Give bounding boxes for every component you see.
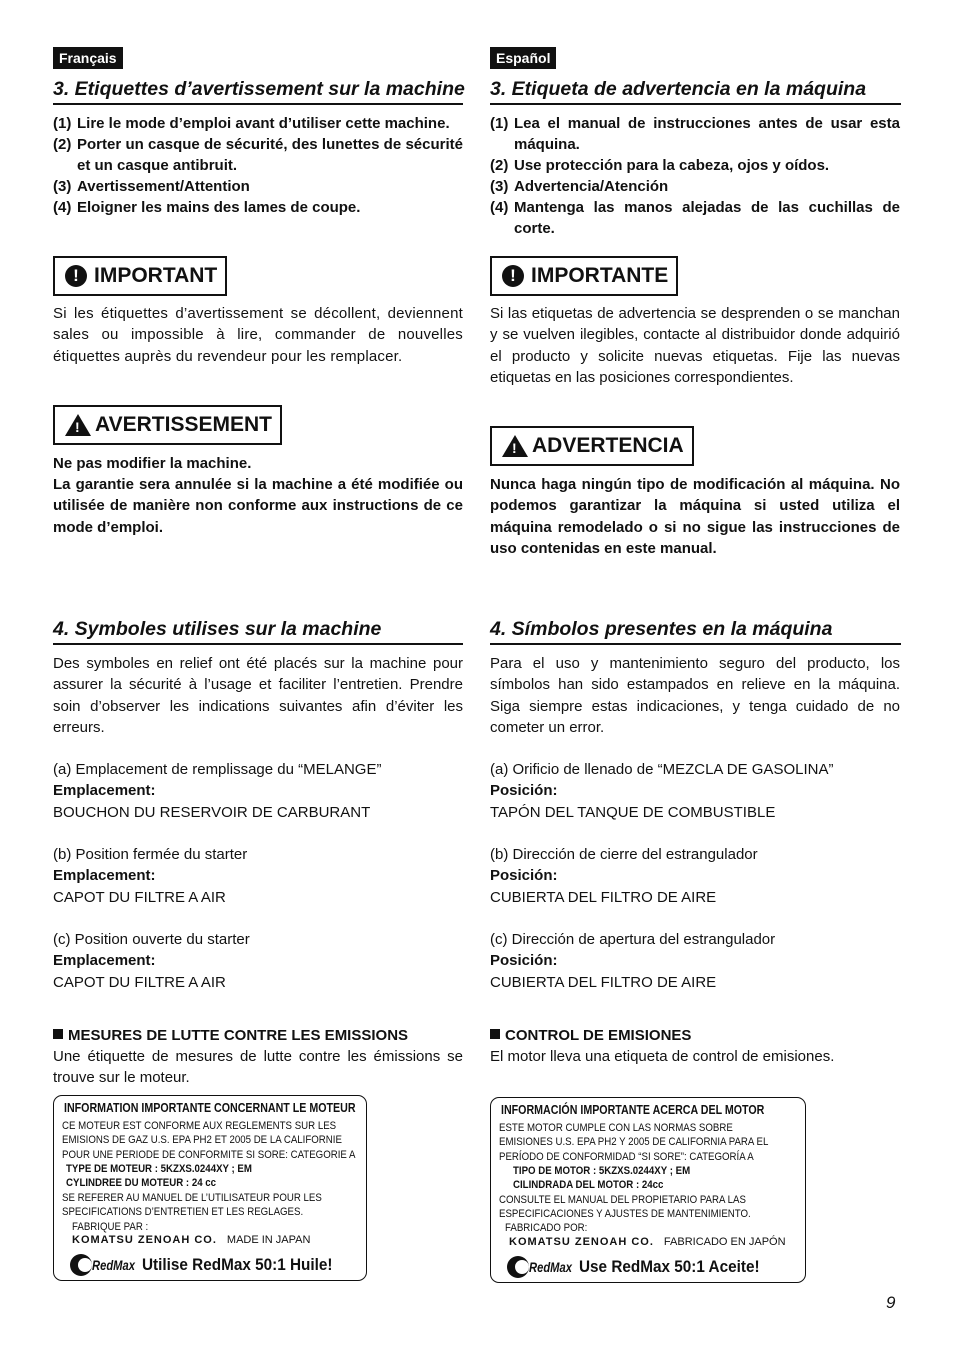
warning-text: La garantie sera annulée si la machine a été modifiée ou utilisée de manière non conforme aux instructions de ce mode d’emploi. xyxy=(53,476,463,536)
oil-instruction: Use RedMax 50:1 Aceite! xyxy=(578,1257,760,1276)
warning-text: Nunca haga ningún tipo de modificación al máquina. No podemos garantizar la máquina si usted utiliza el máquina remodelado o si no sigue las instrucciones de uso contenidas en este manual. xyxy=(490,476,900,557)
label-title: INFORMATION IMPORTANTE CONCERNANT LE MOTEUR xyxy=(64,1100,356,1115)
warning-triangle-icon: ! xyxy=(502,435,528,457)
brand-logo: RedMax xyxy=(92,1257,135,1273)
engine-displacement: CILINDRADA DEL MOTOR : 24cc xyxy=(513,1179,664,1191)
list-item: (2) Use protección para la cabeza, ojos y oídos. xyxy=(490,157,830,174)
important-box xyxy=(490,256,678,296)
section-4-title: 4. Símbolos presentes en la máquina xyxy=(490,617,901,645)
warning-label: AVERTISSEMENT xyxy=(95,413,272,436)
engine-displacement: CYLINDREE DU MOTEUR : 24 cc xyxy=(66,1177,217,1189)
symbol-item-a: (a) Orificio de llenado de “MEZCLA DE GASOLINA” Posición: TAPÓN DEL TANQUE DE COMBUSTIBLE xyxy=(490,761,834,821)
warning-labels-list xyxy=(490,113,900,239)
warning-triangle-icon: ! xyxy=(65,414,91,436)
symbol-item-c: (c) Dirección de apertura del estrangulador Posición: CUBIERTA DEL FILTRO DE AIRE xyxy=(490,931,776,991)
label-line: EMISIONS DE GAZ U.S. EPA PH2 ET 2005 DE LA CALIFORNIE xyxy=(62,1134,342,1146)
engine-type: TYPE DE MOTEUR : 5KZXS.0244XY ; EM xyxy=(66,1163,252,1175)
warning-box xyxy=(490,426,694,466)
important-text: Si les étiquettes d’avertissement se décollent, deviennent sales ou impossible à lire, commander de nouvelles étiquettes auprès du revendeur pour les remplacer. xyxy=(53,305,463,365)
warning-line: Ne pas modifier la machine. xyxy=(53,455,252,472)
label-line: EMISIONES U.S. EPA PH2 Y 2005 DE CALIFORNIA PARA EL xyxy=(499,1136,769,1148)
section-3-title: 3. Etiqueta de advertencia en la máquina xyxy=(490,77,901,105)
made-by: FABRIQUE PAR : xyxy=(72,1221,149,1233)
label-line: POUR UNE PERIODE DE CONFORMITE SI SORE: CATEGORIE A xyxy=(62,1149,356,1161)
maker-logo: KOMATSU ZENOAH CO. xyxy=(509,1236,654,1248)
square-bullet-icon xyxy=(53,1029,63,1039)
list-item: (1) Lire le mode d’emploi avant d’utiliser cette machine. xyxy=(53,115,450,132)
oil-instruction: Utilise RedMax 50:1 Huile! xyxy=(141,1255,333,1274)
emissions-heading: MESURES DE LUTTE CONTRE LES EMISSIONS xyxy=(53,1025,408,1046)
list-item: (2) Porter un casque de sécurité, des lunettes de sécurité et un casque antibruit. xyxy=(53,136,463,174)
important-label: IMPORTANTE xyxy=(531,264,669,287)
maker-logo: KOMATSU ZENOAH CO. xyxy=(72,1234,217,1246)
label-line: SE REFERER AU MANUEL DE L’UTILISATEUR POUR LES xyxy=(62,1192,322,1204)
list-item: (4) Mantenga las manos alejadas de las cuchillas de corte. xyxy=(490,199,900,237)
label-bottom xyxy=(507,1256,779,1278)
label-line: ESTE MOTOR CUMPLE CON LAS NORMAS SOBRE xyxy=(499,1122,733,1134)
label-line: CONSULTE EL MANUAL DEL PROPIETARIO PARA LAS xyxy=(499,1194,746,1206)
emission-label xyxy=(53,1095,367,1281)
maker-line xyxy=(509,1236,786,1248)
label-line: ESPECIFICACIONES Y AJUSTES DE MANTENIMIENTO. xyxy=(499,1208,751,1220)
important-box xyxy=(53,256,227,296)
emissions-text: Une étiquette de mesures de lutte contre les émissions se trouve sur le moteur. xyxy=(53,1048,463,1087)
redmax-logo-icon xyxy=(70,1254,92,1276)
language-tag: Français xyxy=(53,47,123,69)
list-item: (4) Eloigner les mains des lames de coupe. xyxy=(53,199,361,216)
made-in: MADE IN JAPAN xyxy=(226,1234,311,1246)
list-item: (1) Lea el manual de instrucciones antes de usar esta máquina. xyxy=(490,115,900,153)
warning-box xyxy=(53,405,282,445)
made-by: FABRICADO POR: xyxy=(505,1222,588,1234)
emissions-text: El motor lleva una etiqueta de control de emisiones. xyxy=(490,1048,835,1065)
made-in: FABRICADO EN JAPÓN xyxy=(663,1236,786,1248)
label-line: PERÍODO DE CONFORMIDAD “SI SORE”: CATEGORÍA A xyxy=(499,1151,754,1163)
list-item: (3) Advertencia/Atención xyxy=(490,178,669,195)
symbol-item-b: (b) Dirección de cierre del estrangulador Posición: CUBIERTA DEL FILTRO DE AIRE xyxy=(490,846,758,906)
symbols-intro: Para el uso y mantenimiento seguro del producto, los símbolos han sido estampados en relieve en la máquina. Siga siempre estas indicaciones, y tenga cuidado de no cometer un error. xyxy=(490,655,900,736)
label-title: INFORMACIÓN IMPORTANTE ACERCA DEL MOTOR xyxy=(501,1102,765,1117)
symbol-item-a: (a) Emplacement de remplissage du “MELANGE” Emplacement: BOUCHON DU RESERVOIR DE CARBURANT xyxy=(53,761,382,821)
maker-line xyxy=(72,1234,310,1246)
emission-label xyxy=(490,1097,806,1283)
symbol-item-b: (b) Position fermée du starter Emplacement: CAPOT DU FILTRE A AIR xyxy=(53,846,248,906)
symbols-intro: Des symboles en relief ont été placés sur la machine pour assurer la sécurité à l’usage et faciliter l’entretien. Prendre soin d’observer les indications suivantes afin d’éviter les erreurs. xyxy=(53,655,463,736)
language-tag: Español xyxy=(490,47,556,69)
emissions-heading: CONTROL DE EMISIONES xyxy=(490,1025,691,1046)
symbol-item-c: (c) Position ouverte du starter Emplacement: CAPOT DU FILTRE A AIR xyxy=(53,931,250,991)
page-number: 9 xyxy=(886,1293,896,1312)
redmax-logo-icon xyxy=(507,1256,529,1278)
exclamation-icon: ! xyxy=(65,265,87,287)
warning-label: ADVERTENCIA xyxy=(532,434,684,457)
section-3-title: 3. Etiquettes d’avertissement sur la machine xyxy=(53,77,463,105)
important-label: IMPORTANT xyxy=(94,264,218,287)
warning-labels-list xyxy=(53,113,463,218)
engine-type: TIPO DE MOTOR : 5KZXS.0244XY ; EM xyxy=(513,1165,691,1177)
section-4-title: 4. Symboles utilises sur la machine xyxy=(53,617,463,645)
exclamation-icon: ! xyxy=(502,265,524,287)
brand-logo: RedMax xyxy=(529,1259,572,1275)
label-line: SPECIFICATIONS D’ENTRETIEN ET LES REGLAGES. xyxy=(62,1206,304,1218)
square-bullet-icon xyxy=(490,1029,500,1039)
list-item: (3) Avertissement/Attention xyxy=(53,178,250,195)
label-line: CE MOTEUR EST CONFORME AUX REGLEMENTS SUR LES xyxy=(62,1120,337,1132)
important-text: Si las etiquetas de advertencia se desprenden o se manchan y se vuelven ilegibles, contacte al distribuidor donde adquirió el producto y solicite nuevas etiquetas. Fije las nuevas etiquetas en las posiciones correspondientes. xyxy=(490,305,900,386)
label-bottom xyxy=(70,1254,353,1276)
